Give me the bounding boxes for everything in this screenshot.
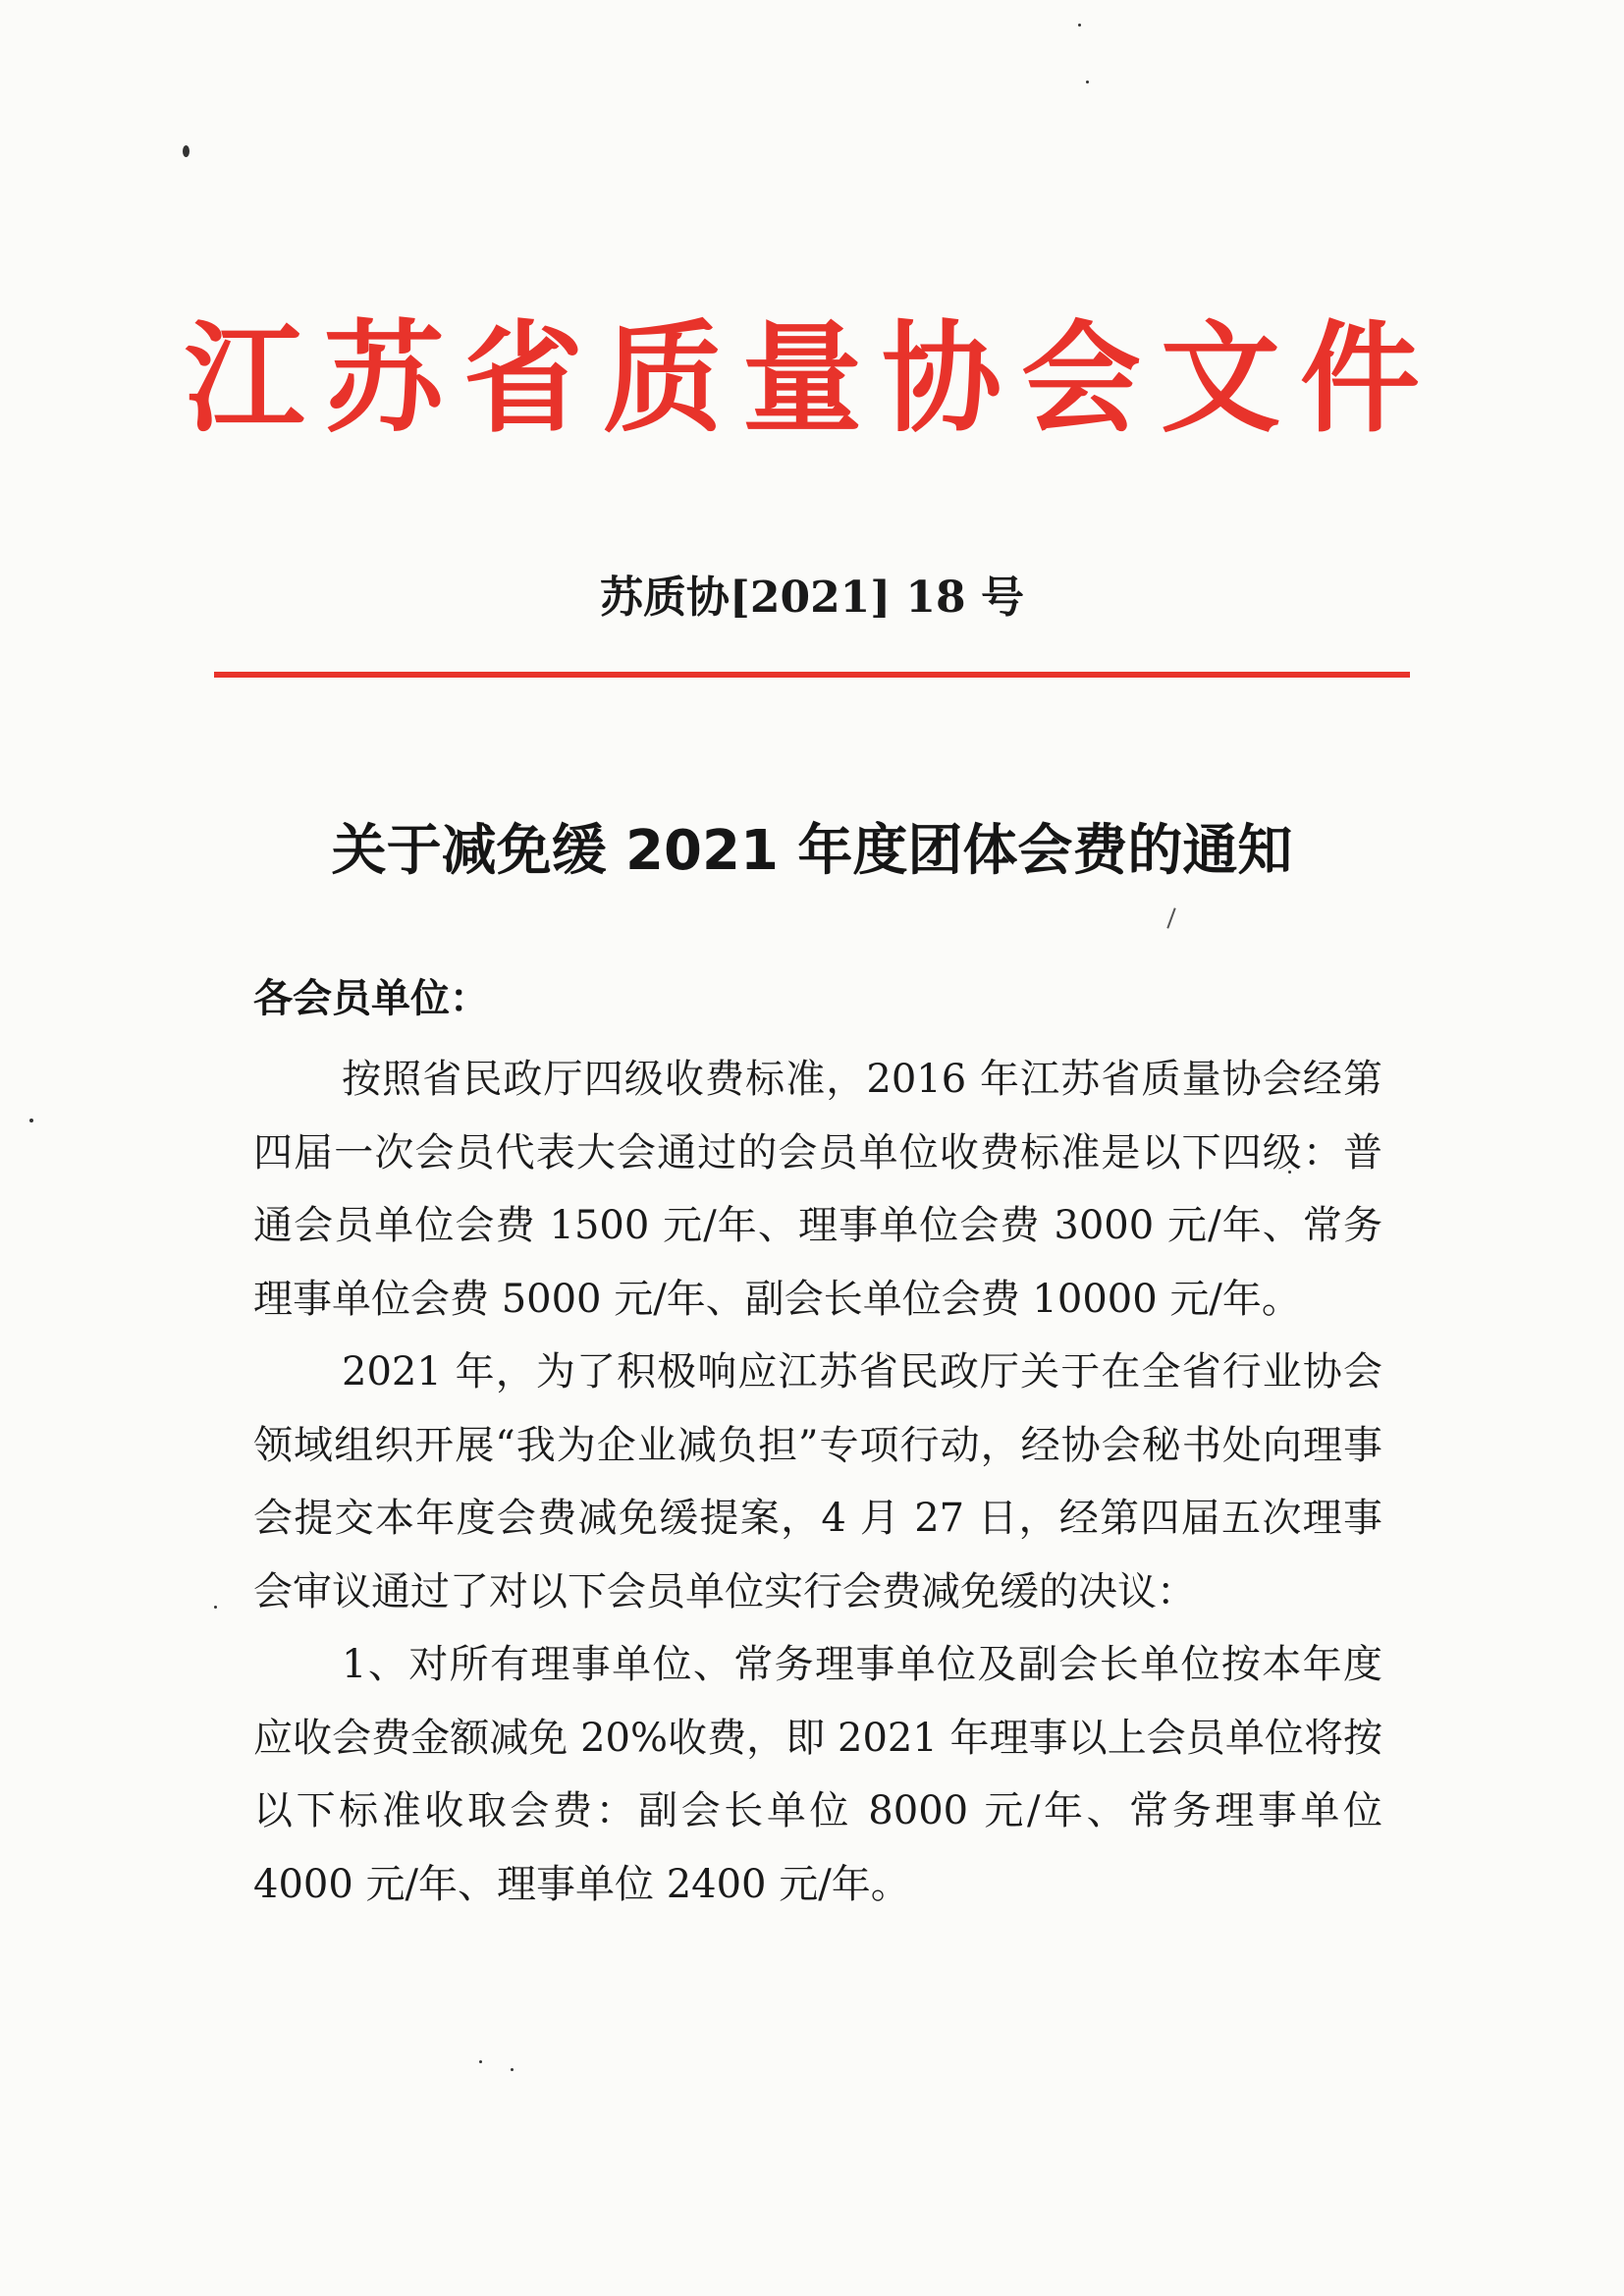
red-divider-line [214,672,1410,678]
notice-body [253,1043,1382,1921]
salutation: 各会员单位： [253,976,489,1021]
scan-speck [479,2060,482,2063]
scan-speck [1078,24,1081,27]
scan-speck [183,145,189,157]
scan-speck [511,2068,514,2071]
body-paragraph: 1、对所有理事单位、常务理事单位及副会长单位按本年度应收会费金额减免 20%收费，即 2021 年理事以上会员单位将按以下标准收取会费：副会长单位 8000 元/年、常务理事单位 4000 元/年、理事单位 2400 元/年。 [253,1642,1382,1907]
scan-mark [1166,907,1175,928]
body-paragraph: 2021 年，为了积极响应江苏省民政厅关于在全省行业协会领域组织开展“我为企业减负担”专项行动，经协会秘书处向理事会提交本年度会费减免缓提案，4 月 27 日，经第四届五次理事会审议通过了对以下会员单位实行会费减免缓的决议： [253,1349,1382,1614]
scan-speck [29,1119,33,1122]
body-paragraph: 按照省民政厅四级收费标准，2016 年江苏省质量协会经第四届一次会员代表大会通过的会员单位收费标准是以下四级：普通会员单位会费 1500 元/年、理事单位会费 3000 元/年、常务理事单位会费 5000 元/年、副会长单位会费 10000 元/年。 [253,1057,1382,1322]
notice-title: 关于减免缓 2021 年度团体会费的通知 [331,819,1293,883]
scan-speck [1086,81,1089,83]
scan-speck [214,1606,217,1609]
document-number: 苏质协[2021] 18 号 [600,573,1024,623]
org-document-title: 江苏省质量协会文件 [185,307,1439,449]
